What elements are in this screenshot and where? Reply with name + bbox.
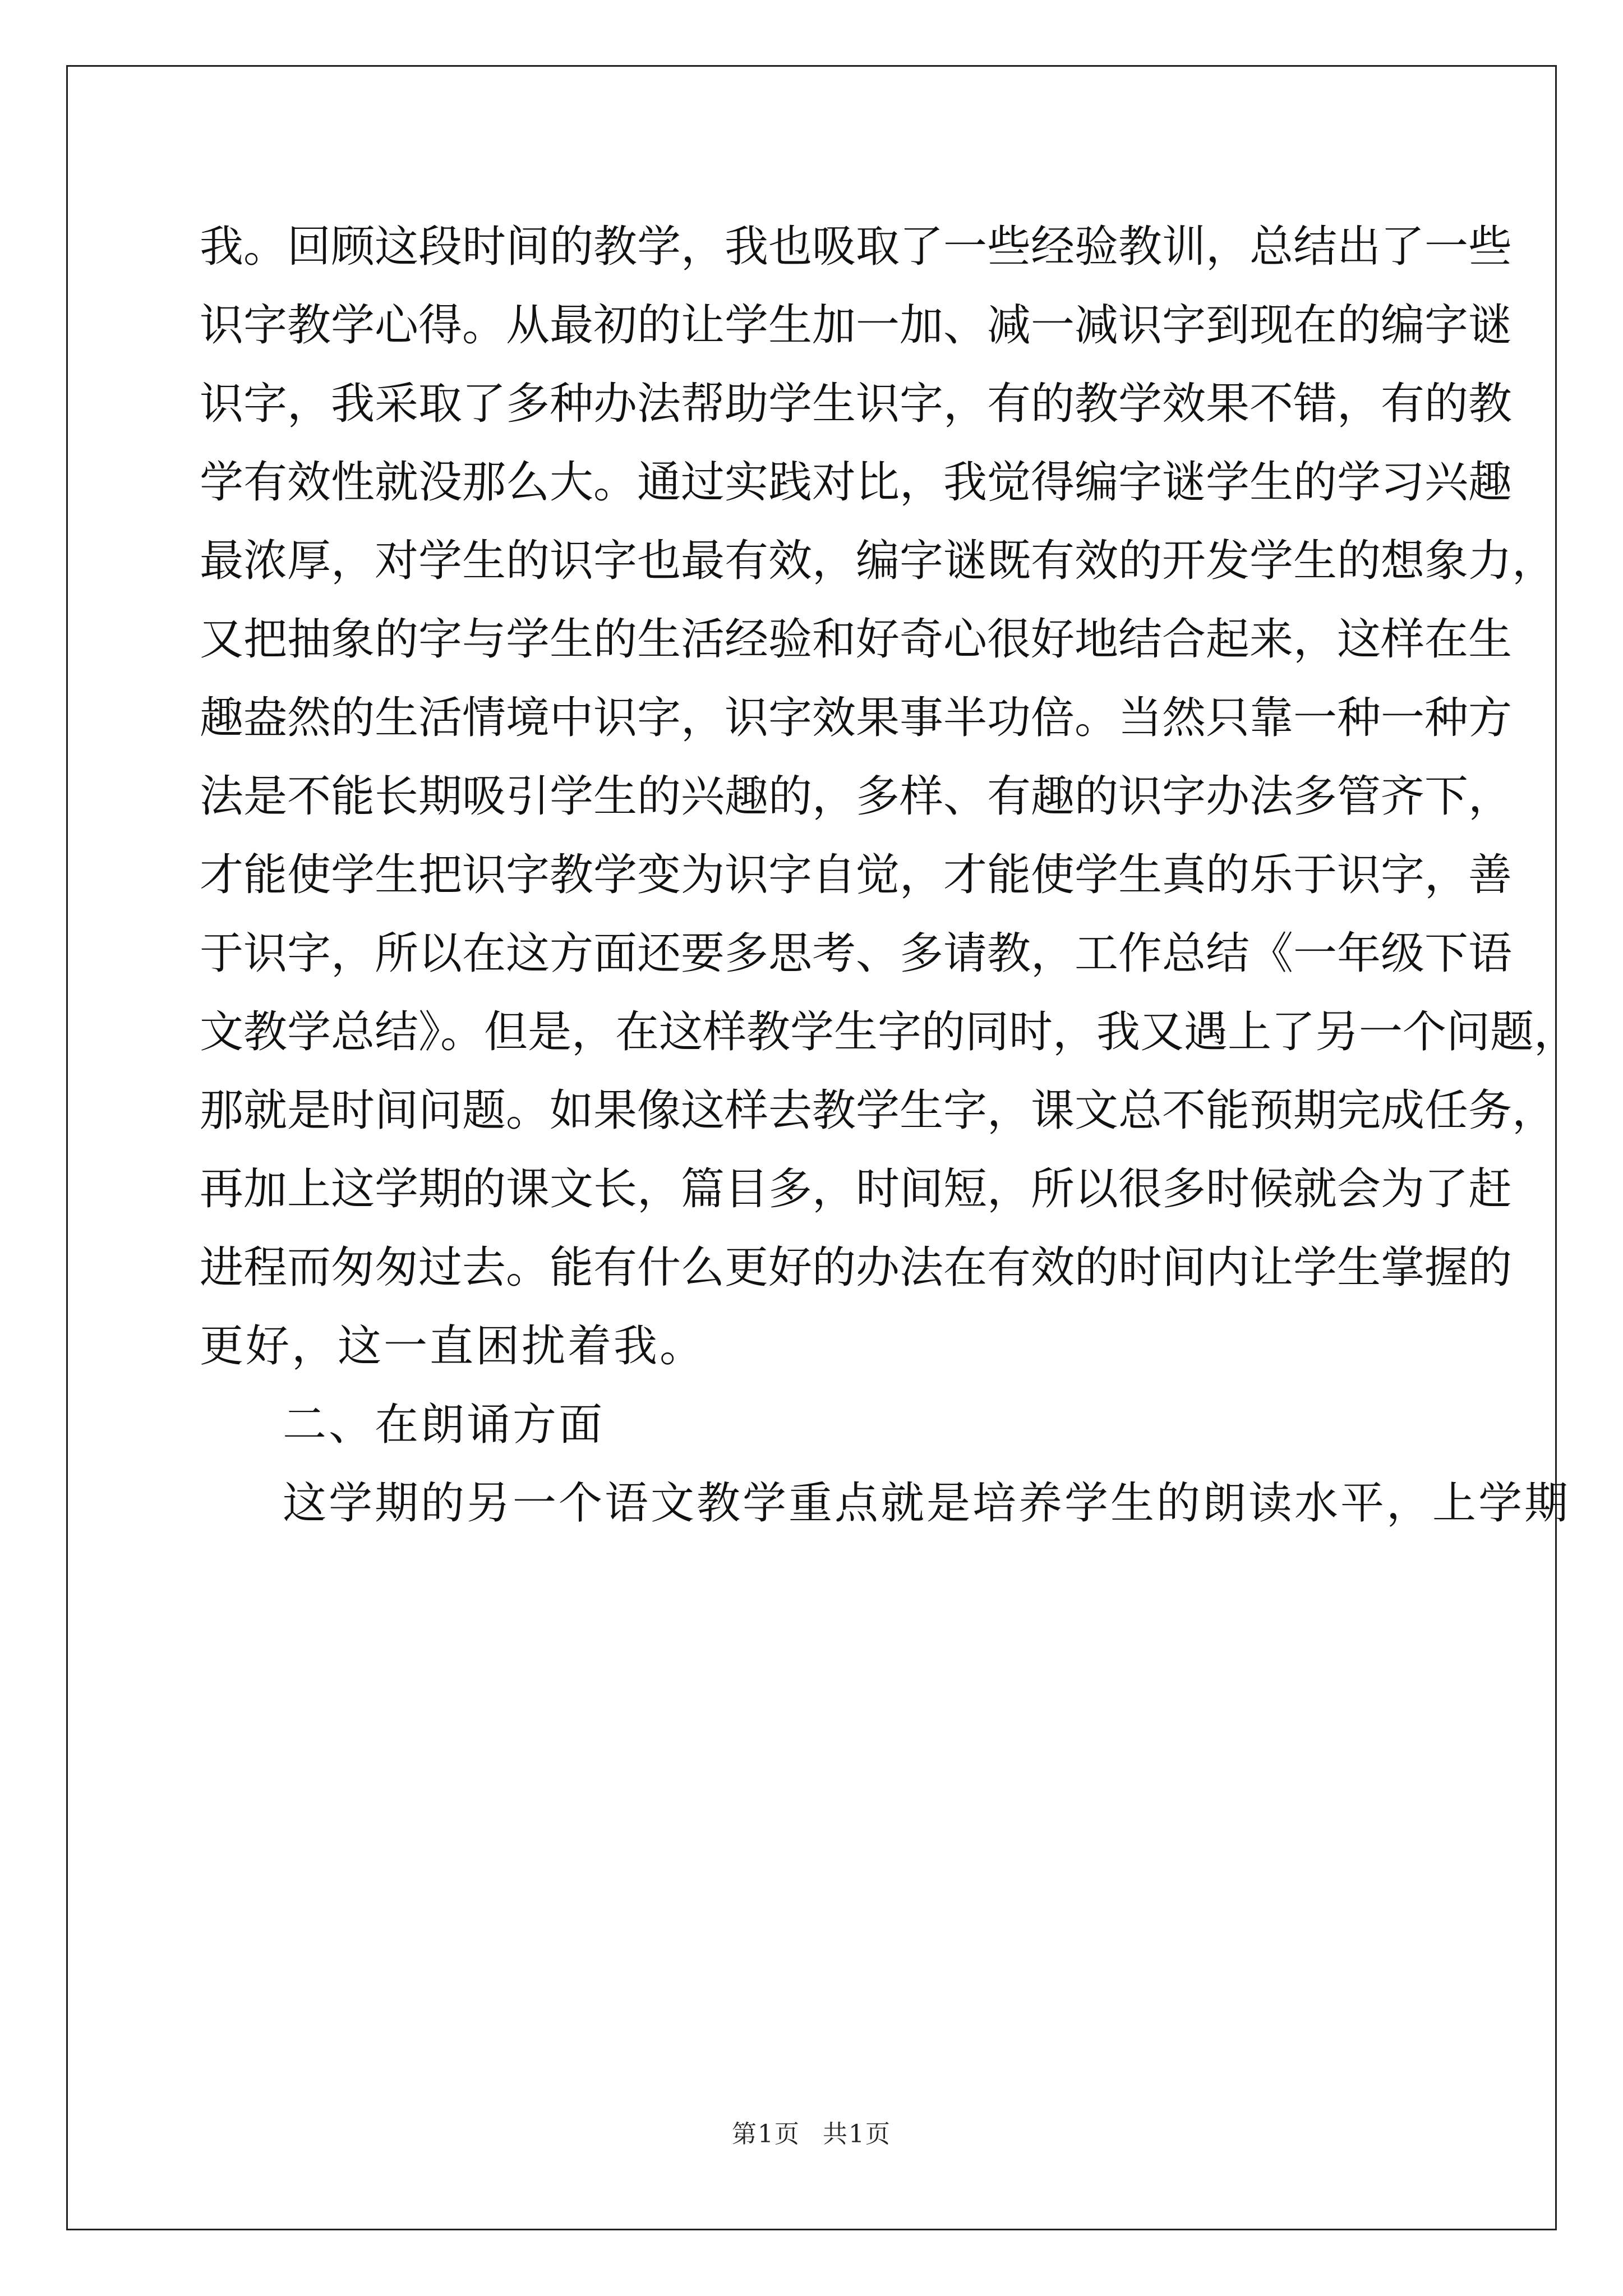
text-line: 识字教学心得。从最初的让学生加一加、减一减识字到现在的编字谜 [200, 300, 1513, 351]
text-line: 于识字，所以在这方面还要多思考、多请教，工作总结《一年级下语 [200, 928, 1513, 979]
text-line: 又把抽象的字与学生的生活经验和好奇心很好地结合起来，这样在生 [200, 614, 1513, 665]
text-line: 法是不能长期吸引学生的兴趣的，多样、有趣的识字办法多管齐下， [200, 771, 1513, 822]
text-line: 进程而匆匆过去。能有什么更好的办法在有效的时间内让学生掌握的 [200, 1243, 1513, 1293]
section-heading: 二、在朗诵方面 [283, 1400, 605, 1450]
text-line: 识字，我采取了多种办法帮助学生识字，有的教学效果不错，有的教 [200, 379, 1513, 429]
paragraph-start: 这学期的另一个语文教学重点就是培养学生的朗读水平，上学期 [283, 1478, 1571, 1529]
text-line: 学有效性就没那么大。通过实践对比，我觉得编字谜学生的学习兴趣 [200, 457, 1513, 508]
page-footer [0, 2120, 1623, 2148]
text-line: 文教学总结》。但是，在这样教学生字的同时，我又遇上了另一个问题， [200, 1007, 1578, 1057]
page-total: 共1页 [823, 2120, 891, 2148]
text-line: 更好，这一直困扰着我。 [200, 1321, 706, 1372]
document-body [200, 222, 1578, 1558]
text-line: 我。回顾这段时间的教学，我也吸取了一些经验教训，总结出了一些 [200, 222, 1513, 272]
page-number: 第1页 [732, 2120, 800, 2148]
text-line: 趣盎然的生活情境中识字，识字效果事半功倍。当然只靠一种一种方 [200, 693, 1513, 743]
text-line: 再加上这学期的课文长，篇目多，时间短，所以很多时候就会为了赶 [200, 1164, 1513, 1214]
text-line: 最浓厚，对学生的识字也最有效，编字谜既有效的开发学生的想象力， [200, 536, 1556, 586]
text-line: 那就是时间问题。如果像这样去教学生字，课文总不能预期完成任务， [200, 1085, 1556, 1136]
text-line: 才能使学生把识字教学变为识字自觉，才能使学生真的乐于识字，善 [200, 850, 1513, 900]
